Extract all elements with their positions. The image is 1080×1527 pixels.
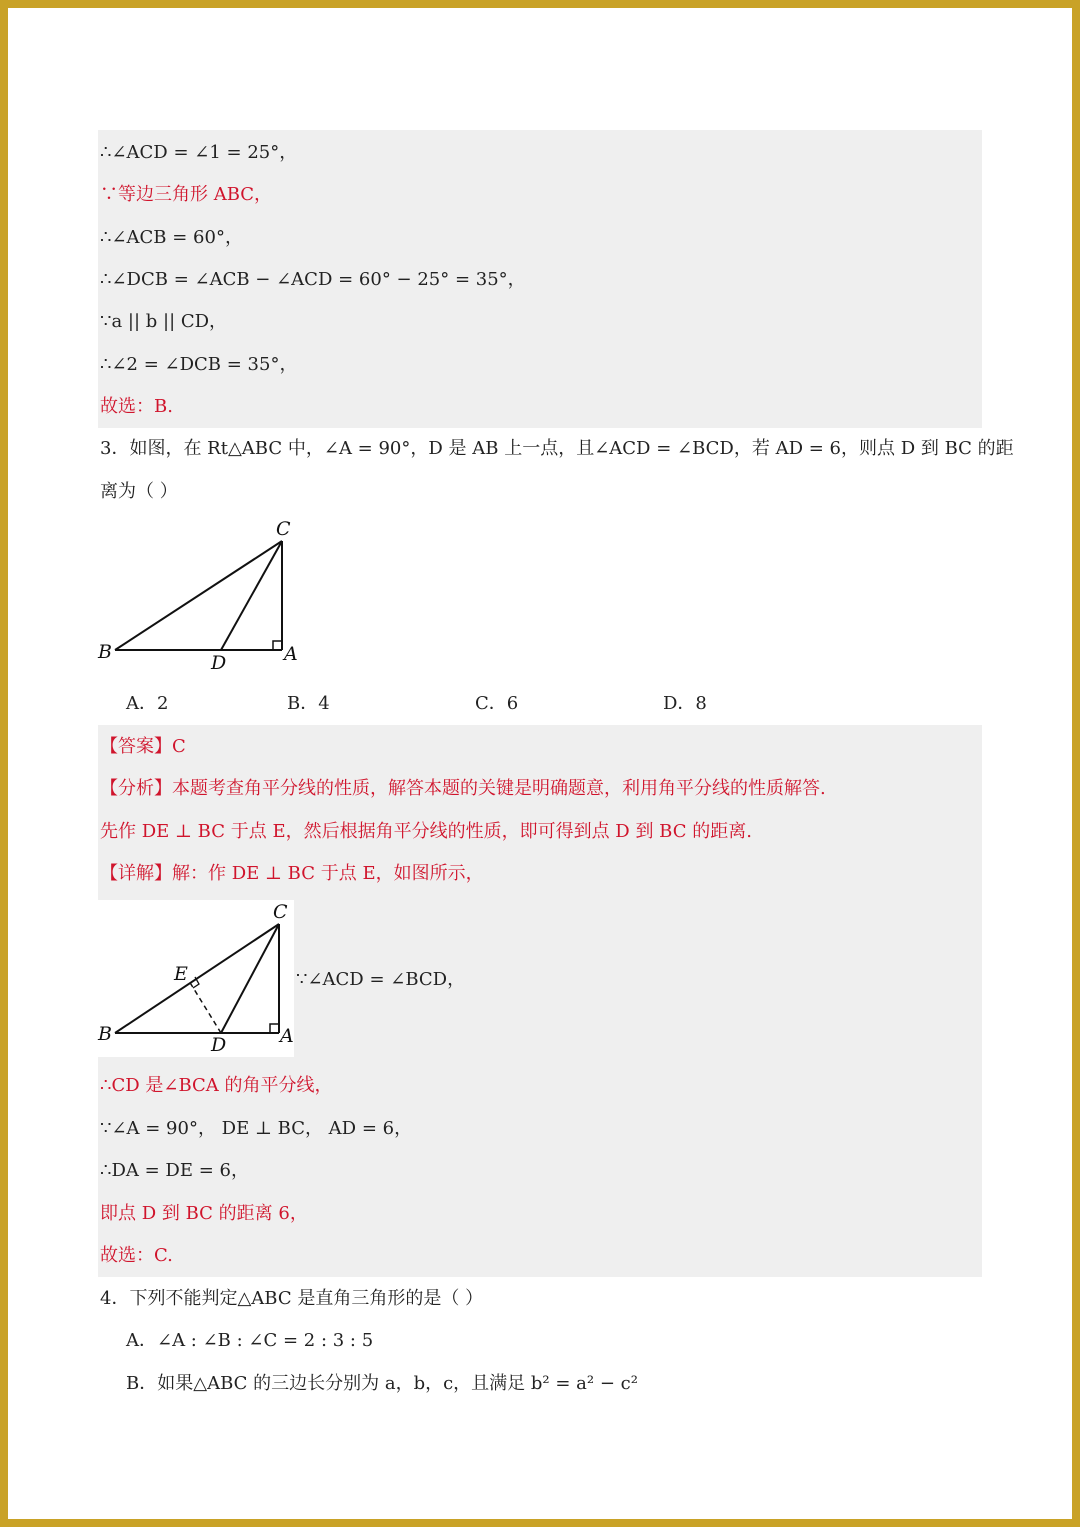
detail-tag: 【详解】 [100, 863, 172, 884]
vertex-label-c: C [276, 518, 291, 540]
answer-line [100, 735, 186, 759]
question-4-option-a[interactable]: A．∠A : ∠B : ∠C = 2 : 3 : 5 [126, 1330, 374, 1351]
answer-tag: 【答案】 [100, 736, 172, 757]
question-4-stem: 4．下列不能判定△ABC 是直角三角形的是（ ） [100, 1288, 484, 1309]
option-b[interactable]: B．4 [287, 693, 330, 714]
vertex-label-b: B [98, 641, 112, 663]
vertex-label-d: D [211, 1034, 227, 1056]
detail-text: 解：作 DE ⊥ BC 于点 E，如图所示， [172, 863, 484, 884]
solution-step: ∵∠A = 90°， DE ⊥ BC， AD = 6， [100, 1118, 413, 1139]
option-c[interactable]: C．6 [475, 693, 519, 714]
question-3-figure [95, 515, 305, 675]
option-d[interactable]: D．8 [663, 693, 707, 714]
beside-figure-text: ∵∠ACD = ∠BCD， [296, 969, 466, 990]
answer-value: C [172, 736, 186, 757]
solution-line: ∴∠DCB = ∠ACB − ∠ACD = 60° − 25° = 35°， [100, 269, 526, 290]
solution-line: 故选：B. [100, 396, 173, 417]
analysis-line [100, 777, 826, 801]
solution-step: ∴DA = DE = 6， [100, 1160, 249, 1181]
question-4-option-b[interactable]: B．如果△ABC 的三边长分别为 a，b，c，且满足 b² = a² − c² [126, 1373, 638, 1394]
solution-line: ∵a || b || CD， [100, 311, 228, 332]
solution-figure [95, 898, 300, 1058]
detail-line [100, 862, 484, 886]
solution-line: ∵等边三角形 ABC， [100, 184, 273, 205]
question-3-stem-cont: 离为（ ） [100, 481, 178, 502]
vertex-label-b: B [98, 1023, 112, 1045]
solution-line: ∴∠2 = ∠DCB = 35°， [100, 354, 298, 375]
vertex-label-e: E [174, 963, 188, 985]
analysis-text: 本题考查角平分线的性质，解答本题的关键是明确题意，利用角平分线的性质解答. [172, 778, 826, 799]
solution-step: ∴CD 是∠BCA 的角平分线， [100, 1075, 333, 1096]
vertex-label-c: C [273, 901, 288, 923]
analysis-tag: 【分析】 [100, 778, 172, 799]
vertex-label-a: A [284, 643, 298, 665]
vertex-label-a: A [280, 1025, 294, 1047]
analysis-line-2: 先作 DE ⊥ BC 于点 E，然后根据角平分线的性质，即可得到点 D 到 BC 的距离. [100, 821, 752, 842]
question-3-stem: 3．如图，在 Rt△ABC 中，∠A = 90°，D 是 AB 上一点，且∠ACD = ∠BCD，若 AD = 6，则点 D 到 BC 的距 [100, 438, 1014, 459]
solution-line: ∴∠ACB = 60°， [100, 227, 243, 248]
solution-line: ∴∠ACD = ∠1 = 25°， [100, 142, 298, 163]
solution-step: 故选：C. [100, 1245, 173, 1266]
solution-step: 即点 D 到 BC 的距离 6， [100, 1203, 308, 1224]
vertex-label-d: D [211, 652, 227, 674]
option-a[interactable]: A．2 [126, 693, 169, 714]
